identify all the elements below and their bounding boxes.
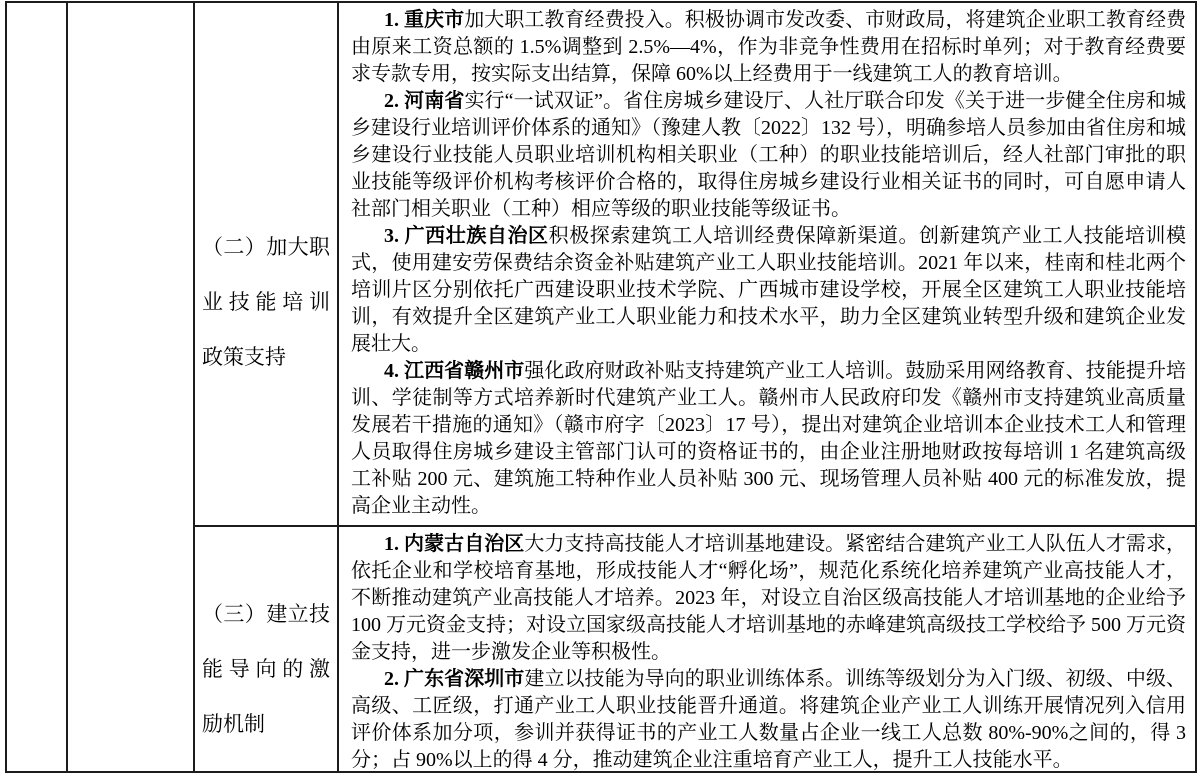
policy-paragraph-neimenggu <box>351 531 1186 666</box>
row-header-cell-training-policy <box>195 3 339 525</box>
paragraph-body: 强化政府财政补贴支持建筑产业工人培训。鼓励采用网络教育、技能提升培训、学徒制等方式培养新时代建筑产业工人。赣州市人民政府印发《赣州市支持建筑业高质量发展若干措施的通知》（赣市府字〔2023〕17 号），提出对建筑企业培训本企业技术工人和管理人员取得住房城乡建设主管部门认可的资格证书的，由企业注册地财政按每培训 1 名建筑高级工补贴 200 元、建筑施工特种作业人员补贴 300 元、现场管理人员补贴 400 元的标准发放，提高企业主动性。 <box>351 360 1186 517</box>
row-header-line: 政策支持 <box>202 344 286 369</box>
policy-table <box>5 1 1197 773</box>
table-row-incentive-mechanism <box>195 527 1195 771</box>
paragraph-body: 加大职工教育经费投入。积极协调市发改委、市财政局，将建筑企业职工教育经费由原来工资总额的 1.5%调整到 2.5%—4%，作为非竞争性费用在招标时单列；对于教育经费要求专款专用，按实际支出结算，保障 60%以上经费用于一线建筑工人的教育培训。 <box>351 9 1187 85</box>
policy-paragraph-ganzhou <box>351 358 1186 520</box>
row-header-line: 能导向的激 <box>202 656 330 681</box>
empty-table-column-2 <box>68 3 195 771</box>
row-content-cell-training-policy <box>339 3 1195 525</box>
policy-paragraph-shenzhen <box>351 666 1186 774</box>
row-header-line: （二）加大职 <box>202 234 330 259</box>
empty-table-column-1 <box>7 3 68 771</box>
paragraph-body: 建立以技能为导向的职业训练体系。训练等级划分为入门级、初级、中级、高级、工匠级，打通产业工人职业技能晋升通道。将建筑企业产业工人训练开展情况列入信用评价体系加分项，参训并获得证书的产业工人数量占企业一线工人总数 80%-90%之间的，得 3 分；占 90%以上的得 4 分，推动建筑企业注重培育产业工人，提升工人技能水平。 <box>351 668 1186 771</box>
row-content-cell-incentive <box>339 527 1195 771</box>
province-lead: 2. 广东省深圳市 <box>384 668 525 690</box>
paragraph-body: 大力支持高技能人才培训基地建设。紧密结合建筑产业工人队伍人才需求，依托企业和学校培育基地，形成技能人才“孵化场”，规范化系统化培养建筑产业高技能人才，不断推动建筑产业高技能人才培养。2023 年，对设立自治区级高技能人才培训基地的企业给予 100 万元资金支持；对设立国家级高技能人才培训基地的赤峰建筑高级技工学校给予 500 万元资金支持，进一步激发企业等积极性。 <box>351 533 1186 663</box>
policy-paragraph-henan <box>351 88 1186 223</box>
row-header-cell-incentive <box>195 527 339 771</box>
province-lead: 2. 河南省 <box>384 90 465 112</box>
policy-paragraph-chongqing <box>351 7 1186 88</box>
row-header-text <box>202 220 330 385</box>
row-header-line: 业技能培训 <box>202 289 330 314</box>
province-lead: 4. 江西省赣州市 <box>384 360 525 382</box>
province-lead: 3. 广西壮族自治区 <box>384 225 549 247</box>
paragraph-body: 积极探索建筑工人培训经费保障新渠道。创新建筑产业工人技能培训模式，使用建安劳保费结余资金补贴建筑产业工人职业技能培训。2021 年以来，桂南和桂北两个培训片区分别依托广西建设职业技术学院、广西城市建设学校，开展全区建筑工人职业技能培训，有效提升全区建筑产业工人职业能力和技术水平，助力全区建筑业转型升级和建筑企业发展壮大。 <box>351 225 1187 355</box>
paragraph-body: 实行“一试双证”。省住房城乡建设厅、人社厅联合印发《关于进一步健全住房和城乡建设行业培训评价体系的通知》（豫建人教〔2022〕132 号），明确参培人员参加由省住房和城乡建设行业技能人员职业培训机构相关职业（工种）的职业技能培训后，经人社部门审批的职业技能等级评价机构考核评价合格的，取得住房城乡建设行业相关证书的同时，可自愿申请人社部门相关职业（工种）相应等级的职业技能等级证书。 <box>351 90 1187 220</box>
policy-paragraph-guangxi <box>351 223 1186 358</box>
province-lead: 1. 重庆市 <box>384 9 465 31</box>
row-header-line: （三）建立技 <box>202 601 330 626</box>
row-header-text <box>202 587 330 752</box>
row-header-line: 励机制 <box>202 711 265 736</box>
province-lead: 1. 内蒙古自治区 <box>384 533 525 555</box>
table-main-columns <box>195 3 1195 771</box>
table-row-training-policy-support <box>195 3 1195 527</box>
